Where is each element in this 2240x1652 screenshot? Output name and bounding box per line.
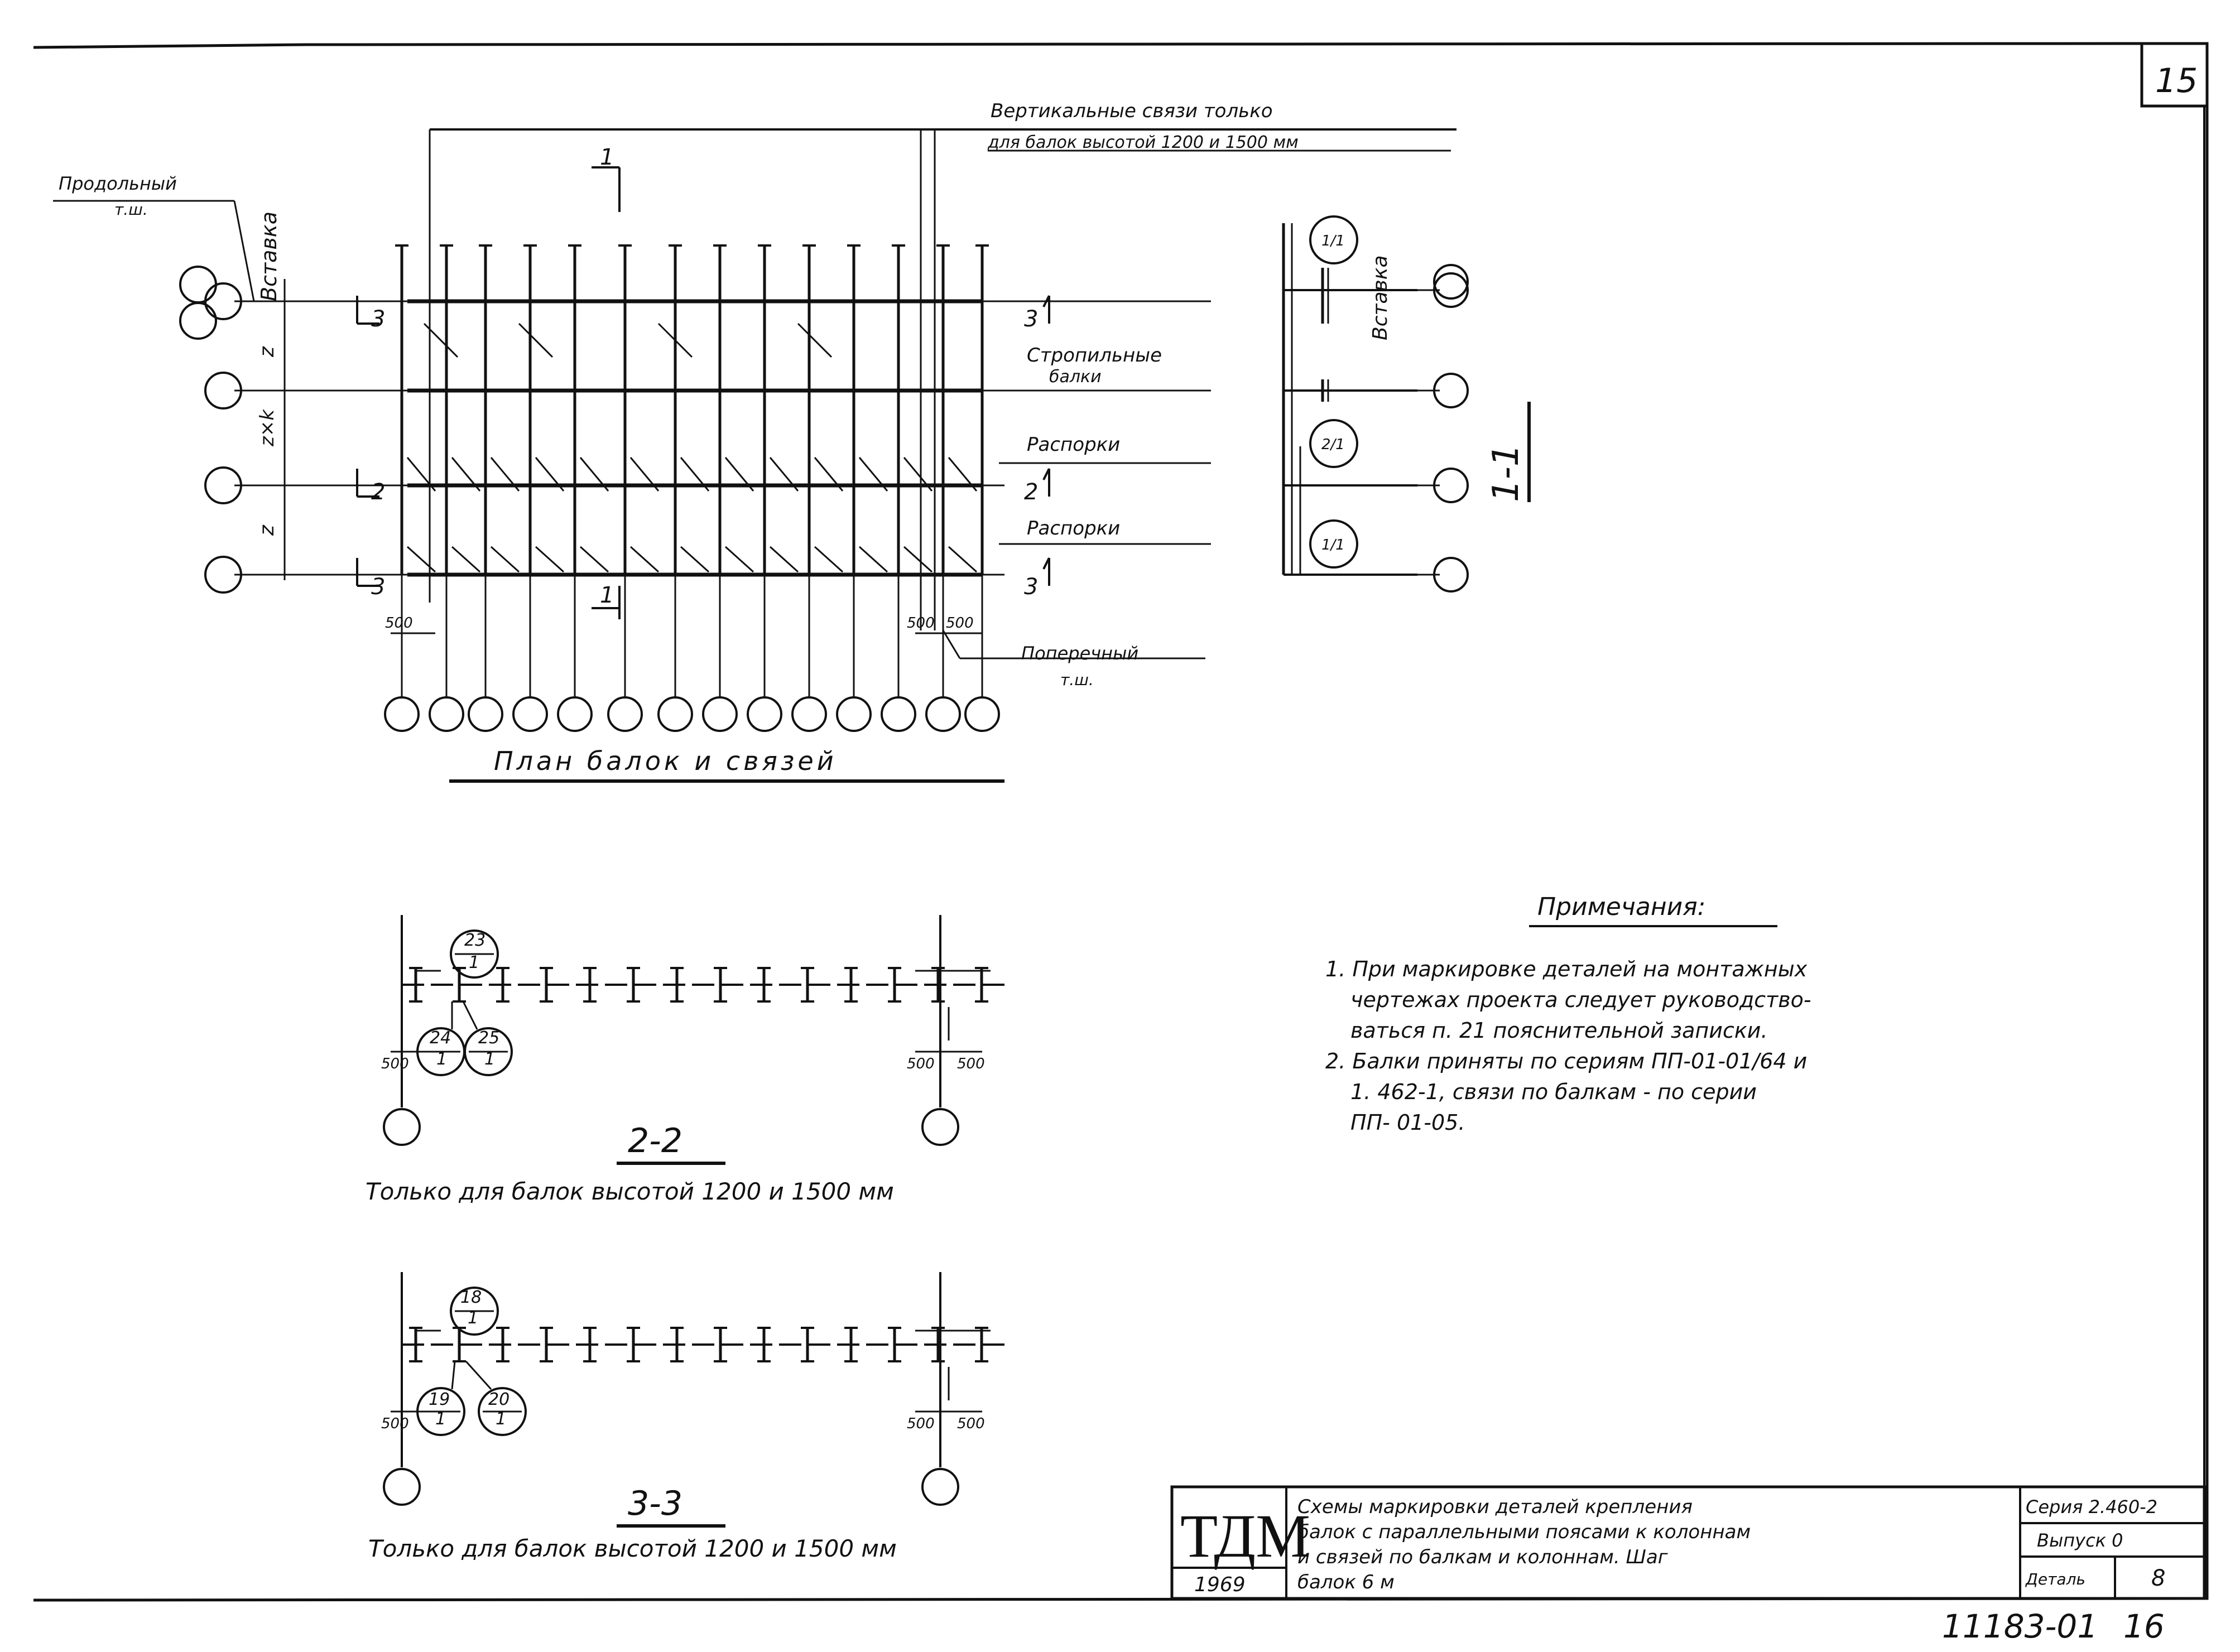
- column-axis-bubble: [926, 697, 960, 731]
- series-label: Серия 2.460-2: [2026, 1496, 2158, 1518]
- section-2-2-subtitle: Только для балок высотой 1200 и 1500 мм: [366, 1178, 894, 1205]
- sec22-dim-right-a: 500: [907, 1056, 935, 1072]
- column-axis-bubble: [837, 697, 871, 731]
- note-line-3: ваться п. 21 пояснительной записки.: [1350, 1018, 1768, 1043]
- title-block-org: ТДМ: [1180, 1502, 1311, 1570]
- callout-25-num: 25: [478, 1028, 500, 1048]
- section-3-3-axis-bubble-left: [384, 1469, 420, 1505]
- column-axis-bubble: [882, 697, 915, 731]
- transverse-joint-leader: [943, 630, 960, 658]
- strut-diagonal: [491, 547, 519, 572]
- tie-diagonal: [519, 324, 552, 357]
- insert-label: Вставка: [257, 211, 281, 301]
- row-axis-bubble-extra: [180, 267, 216, 302]
- column-axis-bubble: [748, 697, 781, 731]
- section-mark-3-right-bottom: 3: [1024, 574, 1039, 600]
- dim-z-mid: z×k: [256, 409, 278, 446]
- note-line-2: чертежах проекта следует руководство-: [1350, 988, 1811, 1012]
- section-mark-2-right: 2: [1024, 479, 1039, 505]
- section-mark-3-left-top: 3: [371, 306, 386, 332]
- column-axis-bubble: [558, 697, 592, 731]
- note-line-5: 1. 462-1, связи по балкам - по серии: [1350, 1080, 1757, 1104]
- strut-diagonal: [681, 547, 709, 572]
- plan-caption: План балок и связей: [494, 746, 837, 776]
- strut-diagonal: [536, 547, 564, 572]
- callout-1-1-bottom: 1/1: [1321, 537, 1345, 553]
- section-1-1-insert-label: Вставка: [1369, 255, 1392, 340]
- section-3-3-subtitle: Только для балок высотой 1200 и 1500 мм: [368, 1535, 897, 1562]
- section-mark-2-left: 2: [371, 479, 386, 505]
- strut-diagonal: [407, 547, 435, 572]
- tie-diagonal: [798, 324, 831, 357]
- strut-diagonal: [859, 547, 887, 572]
- longitudinal-joint-leader-2: [234, 201, 254, 301]
- column-axis-bubble: [469, 697, 502, 731]
- column-axis-bubble: [385, 697, 419, 731]
- callout-20-num: 20: [488, 1390, 510, 1409]
- dim-z-bottom: z: [256, 525, 278, 536]
- dim-500-right-a: 500: [907, 615, 935, 632]
- section-3-3-title: 3-3: [628, 1484, 682, 1523]
- callout-23-den: 1: [469, 953, 480, 972]
- section-mark-3-left-bottom: 3: [371, 574, 386, 600]
- strut-diagonal: [815, 547, 843, 572]
- title-line-2: балок с параллельными поясами к колоннам: [1297, 1521, 1751, 1543]
- section-mark-3-right-top: 3: [1024, 306, 1039, 332]
- section-2-2-axis-bubble-left: [384, 1109, 420, 1145]
- strut-diagonal: [770, 547, 798, 572]
- title-block-year: 1969: [1194, 1573, 1246, 1596]
- callout-25-leader: [463, 1001, 477, 1029]
- dim-500-left: 500: [385, 615, 413, 632]
- issue-label: Выпуск 0: [2037, 1530, 2123, 1551]
- strut-diagonal: [725, 547, 753, 572]
- sec33-dim-right-b: 500: [957, 1415, 985, 1432]
- section-mark-1-bottom: 1: [600, 582, 614, 608]
- struts-label-1: Распорки: [1027, 434, 1121, 456]
- struts-label-2: Распорки: [1027, 517, 1121, 540]
- dim-500-right-b: 500: [946, 615, 974, 632]
- note-line-4: 2. Балки приняты по сериям ПП-01-01/64 и: [1325, 1049, 1808, 1073]
- transverse-joint-abbrev: т.ш.: [1060, 671, 1094, 689]
- callout-24-den: 1: [436, 1049, 448, 1069]
- title-line-4: балок 6 м: [1297, 1571, 1395, 1593]
- section-mark-1-top: 1: [600, 145, 614, 170]
- column-axis-bubble: [703, 697, 737, 731]
- column-axis-bubble: [513, 697, 547, 731]
- column-axis-bubble: [430, 697, 463, 731]
- sec22-dim-right-b: 500: [957, 1056, 985, 1072]
- title-line-3: и связей по балкам и колоннам. Шаг: [1297, 1546, 1668, 1568]
- section-1-1-title: 1-1: [1486, 444, 1527, 502]
- sec33-dim-right-a: 500: [907, 1415, 935, 1432]
- row-axis-bubble-extra: [180, 303, 216, 339]
- section-2-2-title: 2-2: [628, 1121, 682, 1160]
- rafter-beams-label: Стропильные: [1027, 344, 1162, 367]
- callout-25-den: 1: [484, 1049, 496, 1069]
- strut-diagonal: [949, 547, 977, 572]
- callout-1-1-mid: 2/1: [1321, 436, 1345, 453]
- callout-20-leader: [466, 1361, 491, 1389]
- callout-1-1-top: 1/1: [1321, 233, 1345, 249]
- archive-number: 11183-01: [1942, 1607, 2098, 1645]
- column-axis-bubble: [792, 697, 826, 731]
- detail-value: 8: [2151, 1566, 2166, 1591]
- sec33-dim-left: 500: [381, 1415, 409, 1432]
- sheet-frame: [33, 44, 2207, 1600]
- callout-18-num: 18: [460, 1288, 482, 1307]
- callout-23-num: 23: [464, 931, 486, 950]
- note-line-6: ПП- 01-05.: [1350, 1110, 1465, 1135]
- vertical-ties-note-line1: Вертикальные связи только: [991, 100, 1273, 122]
- column-axis-bubble: [658, 697, 692, 731]
- strut-diagonal: [452, 547, 480, 572]
- transverse-joint-label: Поперечный: [1021, 643, 1139, 664]
- notes-heading: Примечания:: [1537, 893, 1706, 921]
- callout-20-den: 1: [496, 1409, 507, 1429]
- longitudinal-joint-abbrev: т.ш.: [114, 200, 148, 219]
- detail-label: Деталь: [2026, 1570, 2085, 1588]
- callout-19-leader: [452, 1361, 455, 1389]
- strut-diagonal: [631, 547, 658, 572]
- archive-sheet: 16: [2123, 1607, 2165, 1645]
- title-line-1: Схемы маркировки деталей крепления: [1297, 1496, 1693, 1518]
- sec22-dim-left: 500: [381, 1056, 409, 1072]
- dim-z-top: z: [256, 346, 278, 357]
- callout-19-den: 1: [435, 1409, 446, 1429]
- callout-24-num: 24: [430, 1028, 451, 1048]
- section-2-2-axis-bubble-right: [922, 1109, 958, 1145]
- section-3-3-axis-bubble-right: [922, 1469, 958, 1505]
- column-axis-bubble: [965, 697, 999, 731]
- rafter-beams-label-2: балки: [1049, 367, 1102, 387]
- note-line-1: 1. При маркировке деталей на монтажных: [1325, 957, 1808, 981]
- vertical-ties-note-line2: для балок высотой 1200 и 1500 мм: [988, 133, 1299, 152]
- longitudinal-joint-label: Продольный: [59, 173, 177, 194]
- strut-diagonal: [904, 547, 932, 572]
- callout-19-num: 19: [429, 1390, 450, 1409]
- column-axis-bubble: [608, 697, 642, 731]
- callout-18-den: 1: [468, 1308, 479, 1328]
- section-1-1-axis-bubble: [1434, 265, 1468, 298]
- strut-diagonal: [580, 547, 608, 572]
- page-number: 15: [2155, 61, 2198, 100]
